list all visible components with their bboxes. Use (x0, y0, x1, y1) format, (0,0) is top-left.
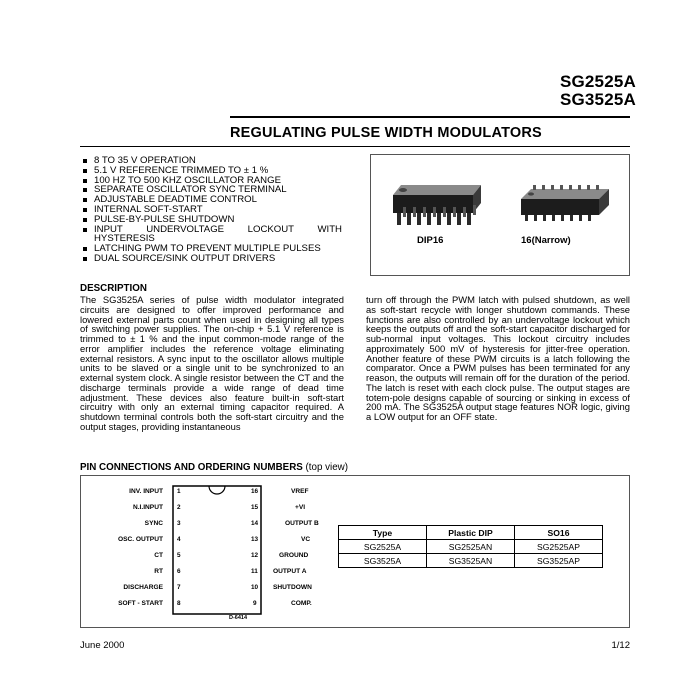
bullet-icon (83, 179, 87, 183)
description-heading: DESCRIPTION (80, 283, 147, 294)
package-illustrations (370, 154, 630, 276)
document-title: REGULATING PULSE WIDTH MODULATORS (230, 125, 542, 141)
feature-item: ADJUSTABLE DEADTIME CONTROL (80, 195, 342, 205)
table-row (339, 540, 603, 554)
table-header-row (339, 526, 603, 540)
part-number-1: SG2525A (559, 72, 636, 91)
description-column-2: turn off through the PWM latch with pulsed shutdown, as well as soft-start recycle with longer shutdown commands. These functions are also controlled by an undervoltage lockout which keeps the outputs off and the soft-start capacitor discharged for sub-normal input voltages. This lockout circuitry includes approximately 500 mV of hysteresis for jitter-free operation. Another feature of these PWM circuits is a latch following the comparator. Once a PWM pulses has been terminated for any reason, the outputs will remain off for the duration of the period. The latch is reset with each clock pulse. The output stages are totem-pole designs capable of sourcing or sinking in excess of 200 mA. The SG3525A output stage features NOR logic, giving a LOW output for an OFF state. (366, 294, 630, 422)
feature-item: SEPARATE OSCILLATOR SYNC TERMINAL (80, 185, 342, 195)
pin-number: 8 (177, 600, 181, 607)
pin-label-right: GROUND (279, 552, 309, 559)
ic-outline-icon (169, 482, 279, 622)
column-header: Plastic DIP (427, 526, 515, 540)
description-column-1: The SG3525A series of pulse width modulator integrated circuits are designed to offer improved performance and lowered external parts count when used in designing all types of switching power supplies. The on-chip + 5.1 V reference is trimmed to ± 1 % and the input common-mode range of the error amplifier includes the reference voltage eliminating external resistors. A sync input to the oscillator allows multiple units to be slaved or a single unit to be synchronized to an external system clock. A single resistor between the CT and the discharge terminals provide a wide range of dead time adjustment. These devices also feature built-in soft-start circuitry with only an external timing capacitor required. A shutdown terminal controls both the soft-start circuitry and the output stages, providing instantaneous (80, 294, 344, 432)
ordering-table (338, 525, 603, 568)
pin-number: 7 (177, 584, 181, 591)
pin-label-left: CT (154, 552, 163, 559)
feature-item: DUAL SOURCE/SINK OUTPUT DRIVERS (80, 254, 342, 264)
feature-item: 8 TO 35 V OPERATION (80, 156, 342, 166)
pin-label-left: RT (154, 568, 163, 575)
package-drawing (371, 155, 629, 275)
table-cell: SG3525AP (515, 554, 603, 568)
bullet-icon (83, 208, 87, 212)
bullet-icon (83, 169, 87, 173)
feature-item: INPUT UNDERVOLTAGE LOCKOUT WITH HYSTERESIS (80, 225, 342, 245)
pin-number: 15 (251, 504, 259, 511)
pin-label-right: COMP. (291, 600, 312, 607)
feature-list (80, 156, 342, 264)
header-rule (230, 116, 630, 118)
bullet-icon (83, 257, 87, 261)
column-header: SO16 (515, 526, 603, 540)
table-cell: SG2525AN (427, 540, 515, 554)
pin-number: 12 (251, 552, 259, 559)
pin-number: 5 (177, 552, 181, 559)
feature-item: INTERNAL SOFT-START (80, 205, 342, 215)
page-number: 1/12 (611, 640, 630, 651)
dip16-label: DIP16 (417, 235, 444, 246)
diagram-code: D-6414 (229, 615, 248, 621)
footer-date: June 2000 (80, 640, 125, 651)
feature-item: 5.1 V REFERENCE TRIMMED TO ± 1 % (80, 166, 342, 176)
feature-item: LATCHING PWM TO PREVENT MULTIPLE PULSES (80, 244, 342, 254)
bullet-icon (83, 159, 87, 163)
pin-number: 1 (177, 488, 181, 495)
bullet-icon (83, 247, 87, 251)
pin-label-right: +VI (295, 504, 306, 511)
bullet-icon (83, 188, 87, 192)
table-cell: SG3525AN (427, 554, 515, 568)
pin-label-left: DISCHARGE (123, 584, 163, 591)
pin-label-right: VREF (291, 488, 309, 495)
pin-label-left: SOFT - START (118, 600, 163, 607)
column-header: Type (339, 526, 427, 540)
feature-item: PULSE-BY-PULSE SHUTDOWN (80, 215, 342, 225)
table-cell: SG2525A (339, 540, 427, 554)
part-number-2: SG3525A (559, 90, 636, 109)
pin-number: 14 (251, 520, 259, 527)
pin-label-right: OUTPUT B (285, 520, 319, 527)
pin-label-left: OSC. OUTPUT (117, 536, 163, 543)
pin-connections-subheading: (top view) (305, 462, 349, 473)
pin-number: 3 (177, 520, 181, 527)
pin-number: 2 (177, 504, 181, 511)
pin-number: 10 (251, 584, 259, 591)
bullet-icon (83, 218, 87, 222)
bullet-icon (83, 228, 87, 232)
pin-label-right: OUTPUT A (273, 568, 307, 575)
pin-number: 4 (177, 536, 181, 543)
pin-label-left: INV. INPUT (129, 488, 163, 495)
pin-label-right: SHUTDOWN (273, 584, 312, 591)
feature-item: 100 HZ TO 500 KHZ OSCILLATOR RANGE (80, 176, 342, 186)
pin-label-right: VC (301, 536, 311, 543)
dip16-chip-icon (393, 185, 481, 225)
pin-number: 11 (251, 568, 258, 575)
pin-number: 6 (177, 568, 181, 575)
pin-connections-heading: PIN CONNECTIONS AND ORDERING NUMBERS (top view) (80, 462, 349, 473)
pin-label-left: N.I.INPUT (132, 504, 163, 511)
pin-number: 13 (251, 536, 259, 543)
pin-number: 16 (251, 488, 259, 495)
table-cell: SG3525A (339, 554, 427, 568)
title-rule (80, 146, 630, 147)
pin-number: 9 (253, 600, 257, 607)
pin-label-left: SYNC (144, 520, 163, 527)
so16-label: 16(Narrow) (521, 235, 571, 246)
table-cell: SG2525AP (515, 540, 603, 554)
bullet-icon (83, 198, 87, 202)
so16-chip-icon (521, 185, 609, 221)
table-row (339, 554, 603, 568)
